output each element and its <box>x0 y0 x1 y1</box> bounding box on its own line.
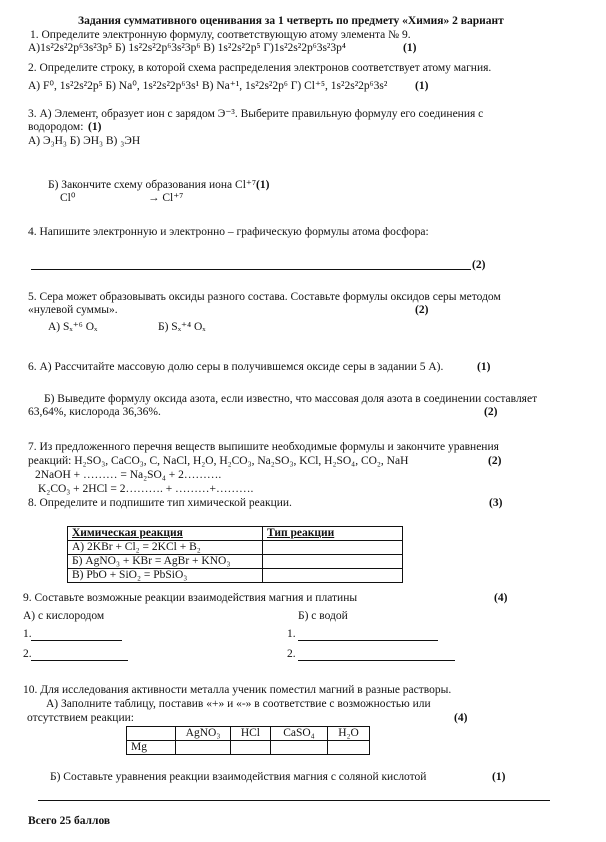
reaction-type-table <box>67 526 403 583</box>
q10-text-2: А) Заполните таблицу, поставив «+» и «-» в соответствие с возможностью или <box>46 698 431 710</box>
header-reaction: Химическая реакция <box>68 527 263 541</box>
q9-a-line-2-number: 2. <box>23 648 32 660</box>
q9-b-line-2-number: 2. <box>287 648 296 660</box>
q3-points-a: (1) <box>88 121 102 133</box>
q7-text-1: 7. Из предложенного перечня веществ выпишите необходимые формулы и закончите уравнения <box>28 441 499 453</box>
q2-text: 2. Определите строку, в которой схема распределения электронов соответствует атому магния. <box>28 62 492 74</box>
q3-points-b: (1) <box>256 179 270 191</box>
q5-text-1: 5. Сера может образовывать оксиды разного состава. Составьте формулы оксидов серы методом <box>28 291 501 303</box>
header-agno3: AgNO₃ <box>176 727 231 741</box>
header-hcl: HCl <box>231 727 271 741</box>
type-cell-a[interactable] <box>263 541 403 555</box>
header-type: Тип реакции <box>263 527 403 541</box>
q2-options: А) F⁰, 1s²2s²2p⁵ Б) Na⁰, 1s²2s²2p⁶3s¹ В) Na⁺¹, 1s²2s²2p⁶ Г) Cl⁺⁵, 1s²2s²2p⁶3s² <box>28 80 388 92</box>
q9-points: (4) <box>494 592 508 604</box>
q9-a-line-1-number: 1. <box>23 628 32 640</box>
q1-options: А)1s²2s²2p⁶3s²3p⁵ Б) 1s²2s²2p⁶3s²3p⁶ В) 1s²2s²2p⁵ Г)1s²2s²2p⁶3s²3p⁴ <box>28 42 346 54</box>
q7-points: (2) <box>488 455 502 467</box>
q9-b-label: Б) с водой <box>298 610 348 622</box>
q6-a-text: 6. А) Рассчитайте массовую долю серы в получившемся оксиде серы в задании 5 А). <box>28 361 444 373</box>
page-title: Задания суммативного оценивания за 1 четверть по предмету «Химия» 2 вариант <box>78 15 504 27</box>
reaction-c: В) PbO + SiO₂ = PbSiO₃ <box>68 569 263 583</box>
q9-b-answer-line-2[interactable] <box>298 660 455 661</box>
q6-b-text-1: Б) Выведите формулу оксида азота, если известно, что массовая доля азота в соединении составляет <box>44 393 538 405</box>
header-caso4: CaSO₄ <box>270 727 327 741</box>
q1-points: (1) <box>403 42 417 54</box>
q10-points-a: (4) <box>454 712 468 724</box>
q5-option-b: Б) Sₓ⁺⁴ Oₓ <box>158 321 206 333</box>
q3-text-1: 3. А) Элемент, образует ион с зарядом Э⁻³. Выберите правильную формулу его соединения с <box>28 108 484 120</box>
q6-points-b: (2) <box>484 406 498 418</box>
magnesium-reaction-table <box>126 726 370 755</box>
cell-hcl[interactable] <box>231 741 271 755</box>
q8-points: (3) <box>489 497 503 509</box>
q9-a-label: А) с кислородом <box>23 610 105 622</box>
total-score: Всего 25 баллов <box>28 815 111 827</box>
q9-a-answer-line-2[interactable] <box>31 660 128 661</box>
q10-text-1: 10. Для исследования активности металла ученик поместил магний в разные растворы. <box>23 684 452 696</box>
q6-b-text-2: 63,64%, кислорода 36,36%. <box>28 406 161 418</box>
header-h2o: H₂O <box>328 727 370 741</box>
q5-option-a: А) Sₓ⁺⁶ Oₓ <box>48 321 98 333</box>
reaction-a: А) 2KBr + Cl₂ = 2KCl + B₂ <box>68 541 263 555</box>
header-empty <box>127 727 176 741</box>
type-cell-c[interactable] <box>263 569 403 583</box>
q10-answer-line[interactable] <box>38 800 550 801</box>
row-label-mg: Mg <box>127 741 176 755</box>
q10-b-text: Б) Составьте уравнения реакции взаимодействия магния с соляной кислотой <box>50 771 427 783</box>
q7-text-2: реакций: H₂SO₃, CaCO₃, C, NaCl, H₂O, H₂CO₃, Na₂SO₃, KCl, H₂SO₄, CO₂, NaH <box>28 455 409 467</box>
q2-points: (1) <box>415 80 429 92</box>
q3-text-2: водородом: <box>28 121 84 133</box>
q8-text: 8. Определите и подпишите тип химической реакции. <box>28 497 292 509</box>
q10-text-3: отсутствием реакции: <box>27 712 134 724</box>
q7-equation-1: 2NaOH + ……… = Na₂SO₄ + 2………. <box>35 469 222 481</box>
q3-cl0: Cl⁰ <box>60 192 76 204</box>
q9-text: 9. Составьте возможные реакции взаимодействия магния и платины <box>23 592 358 604</box>
q9-b-answer-line-1[interactable] <box>298 640 438 641</box>
q4-answer-line[interactable] <box>31 269 471 270</box>
type-cell-b[interactable] <box>263 555 403 569</box>
q5-text-2: «нулевой суммы». <box>28 304 118 316</box>
q3-b-text: Б) Закончите схему образования иона Cl⁺⁷ <box>48 179 256 191</box>
reaction-b: Б) AgNO₃ + KBr = AgBr + KNO₃ <box>68 555 263 569</box>
q6-points-a: (1) <box>477 361 491 373</box>
q9-b-line-1-number: 1. <box>287 628 296 640</box>
q7-equation-2: K₂CO₃ + 2HCl = 2………. + ………+………. <box>38 483 254 495</box>
q4-points: (2) <box>472 259 486 271</box>
q3-cl7: → Cl⁺⁷ <box>148 192 184 204</box>
q4-text: 4. Напишите электронную и электронно – графическую формулы атома фосфора: <box>28 226 429 238</box>
q5-points: (2) <box>415 304 429 316</box>
cell-caso4[interactable] <box>270 741 327 755</box>
q10-points-b: (1) <box>492 771 506 783</box>
cell-agno3[interactable] <box>176 741 231 755</box>
q9-a-answer-line-1[interactable] <box>31 640 122 641</box>
q1-text: 1. Определите электронную формулу, соответствующую атому элемента № 9. <box>30 29 411 41</box>
cell-h2o[interactable] <box>328 741 370 755</box>
q3-options: А) Э₃Н₃ Б) ЭН₃ В) ₃ЭН <box>28 135 141 147</box>
